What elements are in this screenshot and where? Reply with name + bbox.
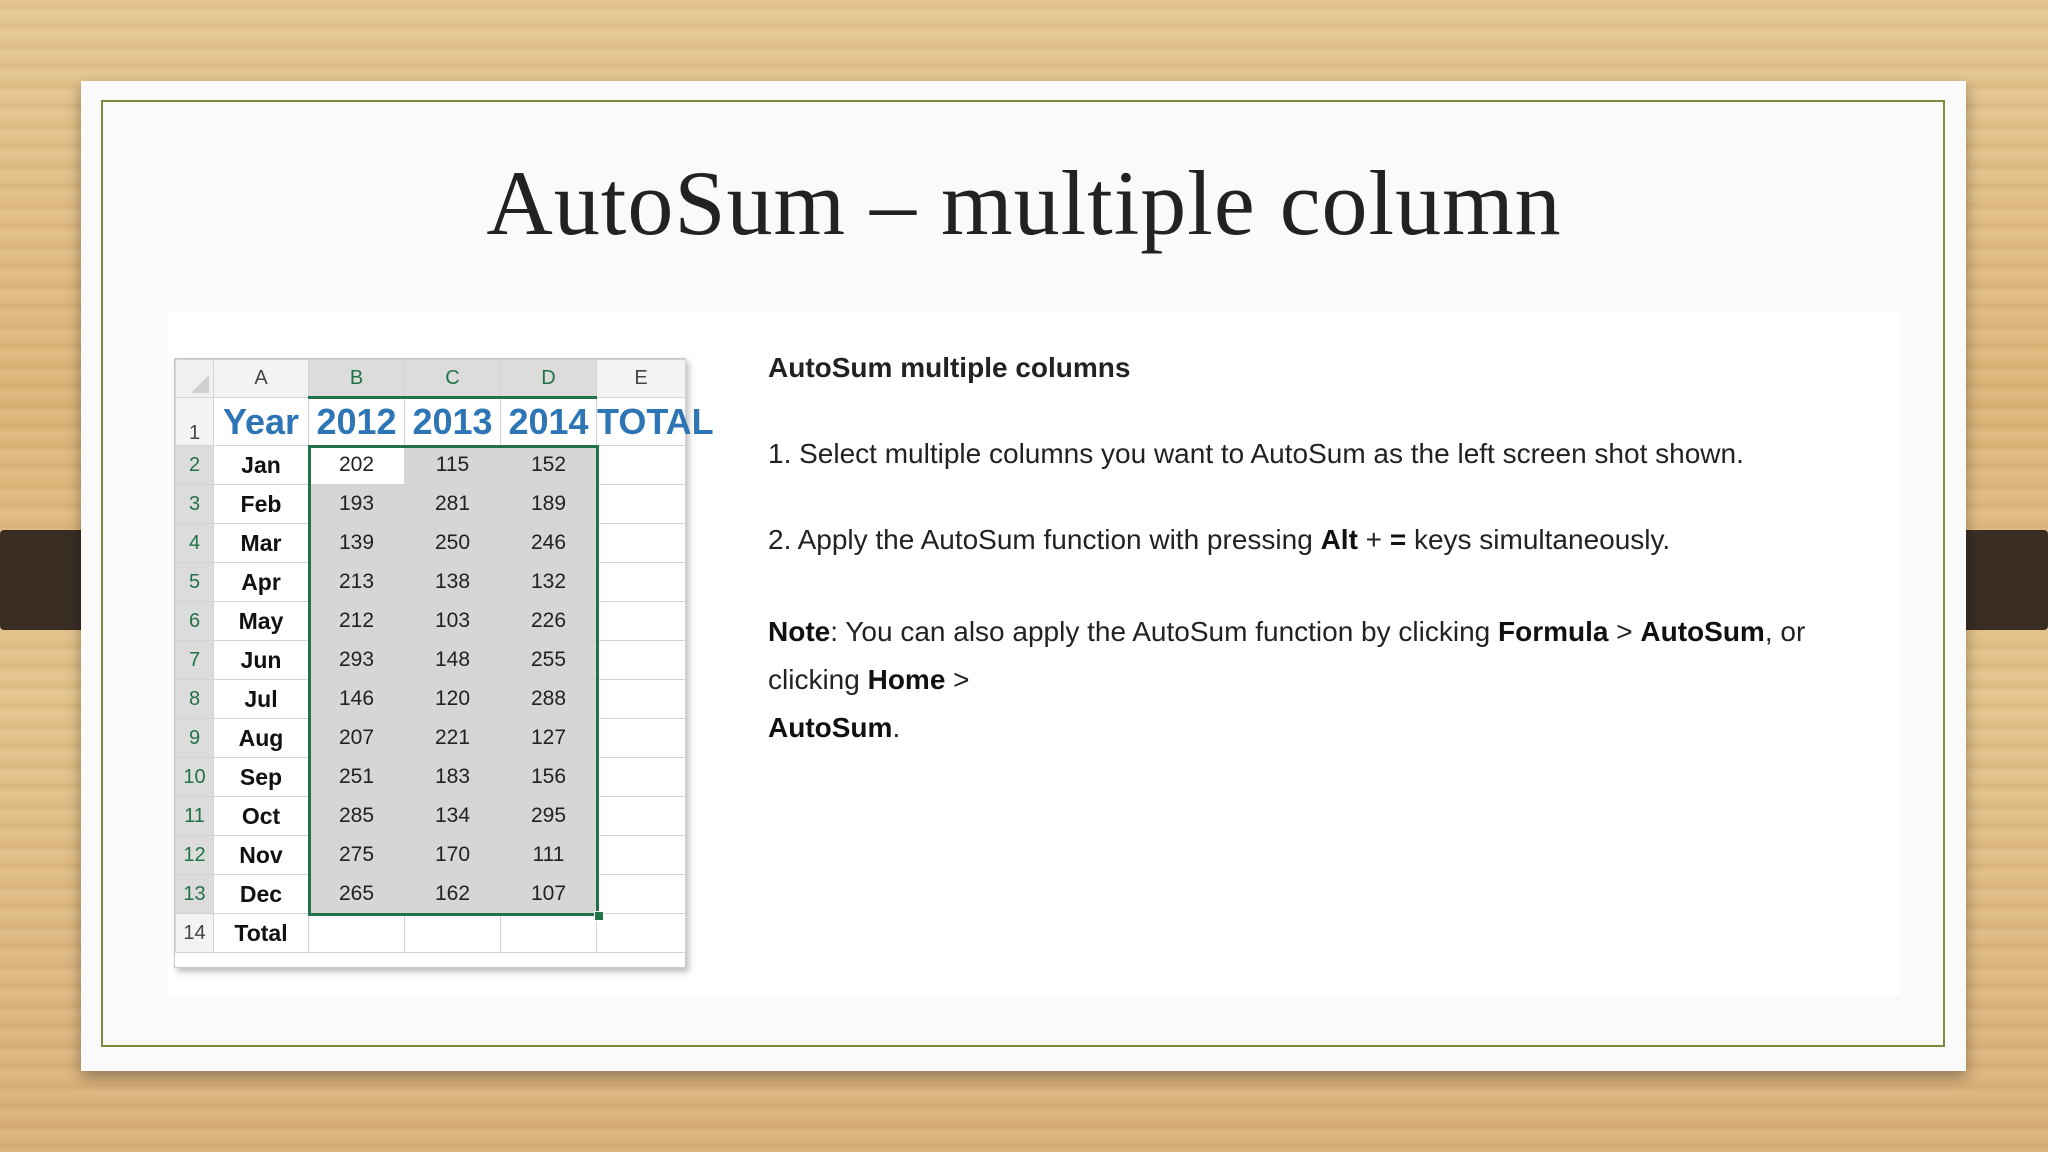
- value-cell[interactable]: 213: [309, 563, 405, 602]
- value-cell[interactable]: [501, 914, 597, 953]
- value-cell[interactable]: 156: [501, 758, 597, 797]
- label-cell[interactable]: Oct: [214, 797, 309, 836]
- note-end: .: [892, 712, 901, 743]
- table-row: [176, 836, 686, 875]
- table-row: [176, 524, 686, 563]
- note-sep-1: >: [1608, 616, 1641, 647]
- value-cell[interactable]: [597, 719, 686, 758]
- value-cell[interactable]: 275: [309, 836, 405, 875]
- value-cell[interactable]: 139: [309, 524, 405, 563]
- table-row: [176, 602, 686, 641]
- value-cell[interactable]: [597, 758, 686, 797]
- value-cell[interactable]: 183: [405, 758, 501, 797]
- slide-title: AutoSum – multiple column: [486, 152, 1562, 254]
- value-cell[interactable]: 212: [309, 602, 405, 641]
- value-cell[interactable]: 127: [501, 719, 597, 758]
- spreadsheet-grid: [175, 359, 714, 953]
- autosum-label-1: AutoSum: [1640, 616, 1765, 647]
- alt-key: Alt: [1320, 524, 1358, 555]
- row-header-8[interactable]: 8: [176, 680, 214, 719]
- value-cell[interactable]: [597, 875, 686, 914]
- value-cell[interactable]: 285: [309, 797, 405, 836]
- header-cell-total[interactable]: TOTAL: [597, 398, 686, 446]
- label-cell[interactable]: Sep: [214, 758, 309, 797]
- row-header-14[interactable]: 14: [176, 914, 214, 953]
- column-header-e[interactable]: E: [597, 360, 686, 398]
- instruction-note: [768, 608, 1858, 752]
- column-header-d[interactable]: D: [501, 360, 597, 398]
- table-row: [176, 680, 686, 719]
- column-header-a[interactable]: A: [214, 360, 309, 398]
- note-text-2: , or clicking: [768, 616, 1806, 695]
- table-row: [176, 485, 686, 524]
- value-cell[interactable]: 138: [405, 563, 501, 602]
- label-cell[interactable]: Total: [214, 914, 309, 953]
- step2-end-text: keys simultaneously.: [1406, 524, 1671, 555]
- value-cell[interactable]: 293: [309, 641, 405, 680]
- header-cell-year[interactable]: Year: [214, 398, 309, 446]
- note-text-1: : You can also apply the AutoSum function by clicking: [830, 616, 1498, 647]
- table-row: [176, 446, 686, 485]
- label-cell[interactable]: May: [214, 602, 309, 641]
- value-cell[interactable]: [597, 485, 686, 524]
- value-cell[interactable]: 134: [405, 797, 501, 836]
- value-cell[interactable]: 170: [405, 836, 501, 875]
- instruction-step-1: 1. Select multiple columns you want to AutoSum as the left screen shot shown.: [768, 438, 1744, 469]
- value-cell[interactable]: 250: [405, 524, 501, 563]
- value-cell[interactable]: 193: [309, 485, 405, 524]
- column-header-c[interactable]: C: [405, 360, 501, 398]
- value-cell[interactable]: 251: [309, 758, 405, 797]
- value-cell[interactable]: [597, 836, 686, 875]
- header-cell-2012[interactable]: 2012: [309, 398, 405, 446]
- note-sep-2: >: [945, 664, 970, 695]
- label-cell[interactable]: Apr: [214, 563, 309, 602]
- value-cell[interactable]: 265: [309, 875, 405, 914]
- value-cell[interactable]: 103: [405, 602, 501, 641]
- table-row: [176, 758, 686, 797]
- column-header-b[interactable]: B: [309, 360, 405, 398]
- autosum-label-2: AutoSum: [768, 712, 893, 743]
- value-cell[interactable]: [597, 797, 686, 836]
- value-cell[interactable]: 148: [405, 641, 501, 680]
- row-header-4[interactable]: 4: [176, 524, 214, 563]
- header-cell-2013[interactable]: 2013: [405, 398, 501, 446]
- row-header-13[interactable]: 13: [176, 875, 214, 914]
- equals-key: =: [1389, 524, 1407, 555]
- row-header-3[interactable]: 3: [176, 485, 214, 524]
- table-row: [176, 914, 686, 953]
- value-cell[interactable]: 295: [501, 797, 597, 836]
- home-tab-label: Home: [867, 664, 946, 695]
- value-cell[interactable]: [597, 602, 686, 641]
- value-cell[interactable]: 152: [501, 446, 597, 485]
- label-cell[interactable]: Aug: [214, 719, 309, 758]
- value-cell[interactable]: [597, 446, 686, 485]
- table-row: [176, 719, 686, 758]
- table-row: [176, 641, 686, 680]
- value-cell[interactable]: [597, 641, 686, 680]
- value-cell[interactable]: 207: [309, 719, 405, 758]
- value-cell[interactable]: 255: [501, 641, 597, 680]
- row-header-9[interactable]: 9: [176, 719, 214, 758]
- row-header-7[interactable]: 7: [176, 641, 214, 680]
- step2-text: 2. Apply the AutoSum function with pressing: [768, 524, 1321, 555]
- spreadsheet-screenshot: [174, 358, 714, 968]
- value-cell[interactable]: 226: [501, 602, 597, 641]
- formula-menu-label: Formula: [1498, 616, 1609, 647]
- instruction-step-2: [768, 524, 1670, 556]
- value-cell[interactable]: [597, 914, 686, 953]
- label-cell[interactable]: Nov: [214, 836, 309, 875]
- label-cell[interactable]: Jul: [214, 680, 309, 719]
- value-cell[interactable]: 189: [501, 485, 597, 524]
- plus-text: +: [1357, 524, 1390, 555]
- value-cell[interactable]: 281: [405, 485, 501, 524]
- table-row: [176, 563, 686, 602]
- instructions-heading: AutoSum multiple columns: [768, 352, 1131, 383]
- row-header-12[interactable]: 12: [176, 836, 214, 875]
- label-cell[interactable]: Feb: [214, 485, 309, 524]
- row-header-11[interactable]: 11: [176, 797, 214, 836]
- value-cell[interactable]: 288: [501, 680, 597, 719]
- value-cell[interactable]: 132: [501, 563, 597, 602]
- value-cell[interactable]: 120: [405, 680, 501, 719]
- row-header-6[interactable]: 6: [176, 602, 214, 641]
- header-cell-2014[interactable]: 2014: [501, 398, 597, 446]
- note-label: Note: [768, 616, 831, 647]
- value-cell[interactable]: 162: [405, 875, 501, 914]
- row-header-1[interactable]: 1: [176, 398, 214, 446]
- value-cell[interactable]: 146: [309, 680, 405, 719]
- label-cell[interactable]: Mar: [214, 524, 309, 563]
- value-cell[interactable]: [597, 563, 686, 602]
- table-row: [176, 797, 686, 836]
- value-cell[interactable]: 246: [501, 524, 597, 563]
- value-cell[interactable]: 107: [501, 875, 597, 914]
- value-cell[interactable]: 202: [309, 446, 405, 485]
- value-cell[interactable]: 115: [405, 446, 501, 485]
- value-cell[interactable]: 111: [501, 836, 597, 875]
- table-row: [176, 875, 686, 914]
- select-all-corner[interactable]: [176, 360, 214, 398]
- fill-handle[interactable]: [594, 911, 604, 921]
- row-header-5[interactable]: 5: [176, 563, 214, 602]
- row-header-10[interactable]: 10: [176, 758, 214, 797]
- value-cell[interactable]: [597, 680, 686, 719]
- label-cell[interactable]: Jan: [214, 446, 309, 485]
- value-cell[interactable]: 221: [405, 719, 501, 758]
- value-cell[interactable]: [405, 914, 501, 953]
- value-cell[interactable]: [309, 914, 405, 953]
- value-cell[interactable]: [597, 524, 686, 563]
- label-cell[interactable]: Jun: [214, 641, 309, 680]
- row-header-2[interactable]: 2: [176, 446, 214, 485]
- label-cell[interactable]: Dec: [214, 875, 309, 914]
